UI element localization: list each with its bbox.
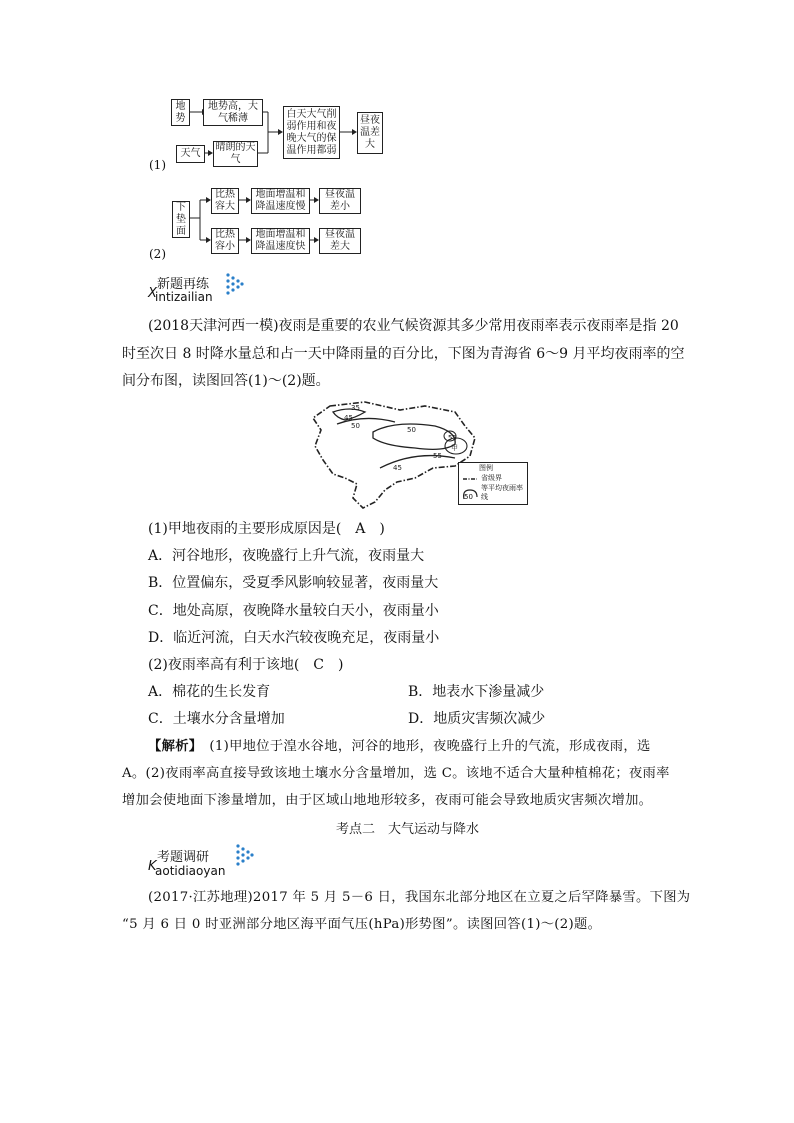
flow1-weather: 天气 xyxy=(176,145,205,163)
flow2-high-effect: 地面增温和降温速度慢 xyxy=(251,188,310,214)
q1-stem: (1)甲地夜雨的主要形成原因是( A ) xyxy=(148,521,385,537)
map-contour-label: 50 xyxy=(407,426,416,434)
q2-option-a: A．棉花的生长发育 xyxy=(148,684,271,700)
legend-iso-label: 等平均夜雨率线 xyxy=(481,484,523,501)
q1-option-b: B．位置偏东，受夏季风影响较显著，夜雨量大 xyxy=(148,575,439,591)
analysis-line1 xyxy=(148,733,651,760)
flow2-low-effect: 地面增温和降温速度快 xyxy=(251,228,310,254)
flow1-weather-effect: 晴朗的天气 xyxy=(213,141,258,167)
flow2-low-capacity: 比热容小 xyxy=(211,228,239,254)
analysis-line3: 增加会使地面下渗量增加，由于区域山地地形较多，夜雨可能会导致地质灾害频次增加。 xyxy=(122,793,653,808)
section1-title: 新题再练 xyxy=(157,277,210,292)
flow2-high-result: 昼夜温差小 xyxy=(319,188,361,214)
q2-stem: (2)夜雨率高有利于该地( C ) xyxy=(148,657,344,673)
legend-num: 50 xyxy=(464,493,473,501)
map-label-jia: 甲 xyxy=(451,444,458,452)
legend-title: 图例 xyxy=(479,464,493,472)
section1-letter: X xyxy=(148,286,157,301)
question2-line2: “5 月 6 日 0 时亚洲部分地区海平面气压(hPa)形势图”。读图回答(1)～(2)题。 xyxy=(122,917,602,932)
question2-line1: (2017·江苏地理)2017 年 5 月 5－6 日，我国东北部分地区在立夏之后罕降暴雪。下图为 xyxy=(148,890,691,905)
flow1-combined: 白天大气削弱作用和夜晚大气的保温作用都弱 xyxy=(283,106,340,159)
q1-option-c: C．地处高原，夜晚降水量较白天小，夜雨量小 xyxy=(148,603,439,619)
map-contour-label: 35 xyxy=(351,404,360,412)
map-contour-label: 50 xyxy=(351,422,360,430)
section2-title: 考题调研 xyxy=(157,850,210,865)
q1-option-d: D．临近河流，白天水汽较夜晚充足，夜雨量小 xyxy=(148,630,440,646)
flow1-terrain: 地势 xyxy=(171,99,190,126)
section2-pinyin: aotidiaoyan xyxy=(155,864,226,878)
q1-option-a: A．河谷地形，夜晚盛行上升气流，夜雨量大 xyxy=(148,548,425,564)
flow2-high-capacity: 比热容大 xyxy=(211,188,239,214)
chevron-dots-icon xyxy=(225,272,245,298)
map-contour-label: 45 xyxy=(344,414,353,422)
flow1-label: (1) xyxy=(149,158,166,172)
q2-option-c: C．土壤水分含量增加 xyxy=(148,711,285,727)
section2-letter: K xyxy=(148,859,157,874)
flow2-low-result: 昼夜温差大 xyxy=(319,228,361,254)
flow1-result: 昼夜温差大 xyxy=(357,112,383,154)
flow2-surface: 下垫面 xyxy=(172,201,190,238)
q2-option-d: D．地质灾害频次减少 xyxy=(408,711,546,727)
question-intro-line3: 间分布图，读图回答(1)～(2)题。 xyxy=(122,373,330,389)
analysis-tag: 【解析】 xyxy=(148,739,196,754)
map-contour-label: 45 xyxy=(393,464,402,472)
map-contour-label: 55 xyxy=(433,452,442,460)
q2-option-b: B．地表水下渗量减少 xyxy=(408,684,545,700)
legend-border-label: 省级界 xyxy=(481,474,502,482)
chevron-dots-icon xyxy=(235,843,255,869)
map-contour-label: 55 xyxy=(448,434,457,442)
analysis-line2: A。(2)夜雨率高直接导致该地土壤水分含量增加，选 C。该地不适合大量种植棉花；夜雨率 xyxy=(122,766,670,781)
map-legend xyxy=(458,462,528,505)
analysis-text1: (1)甲地位于湟水谷地，河谷的地形，夜晚盛行上升的气流，形成夜雨，选 xyxy=(195,739,651,754)
flow2-label: (2) xyxy=(149,247,166,261)
section1-pinyin: intizailian xyxy=(155,290,213,304)
flow1-terrain-effect: 地势高，大气稀薄 xyxy=(203,99,263,126)
kaodian-title: 考点二 大气运动与降水 xyxy=(336,822,480,837)
question-intro-line1: (2018天津河西一模)夜雨是重要的农业气候资源其多少常用夜雨率表示夜雨率是指 20 xyxy=(148,318,679,334)
question-intro-line2: 时至次日 8 时降水量总和占一天中降雨量的百分比，下图为青海省 6～9 月平均夜雨率的空 xyxy=(122,346,685,362)
